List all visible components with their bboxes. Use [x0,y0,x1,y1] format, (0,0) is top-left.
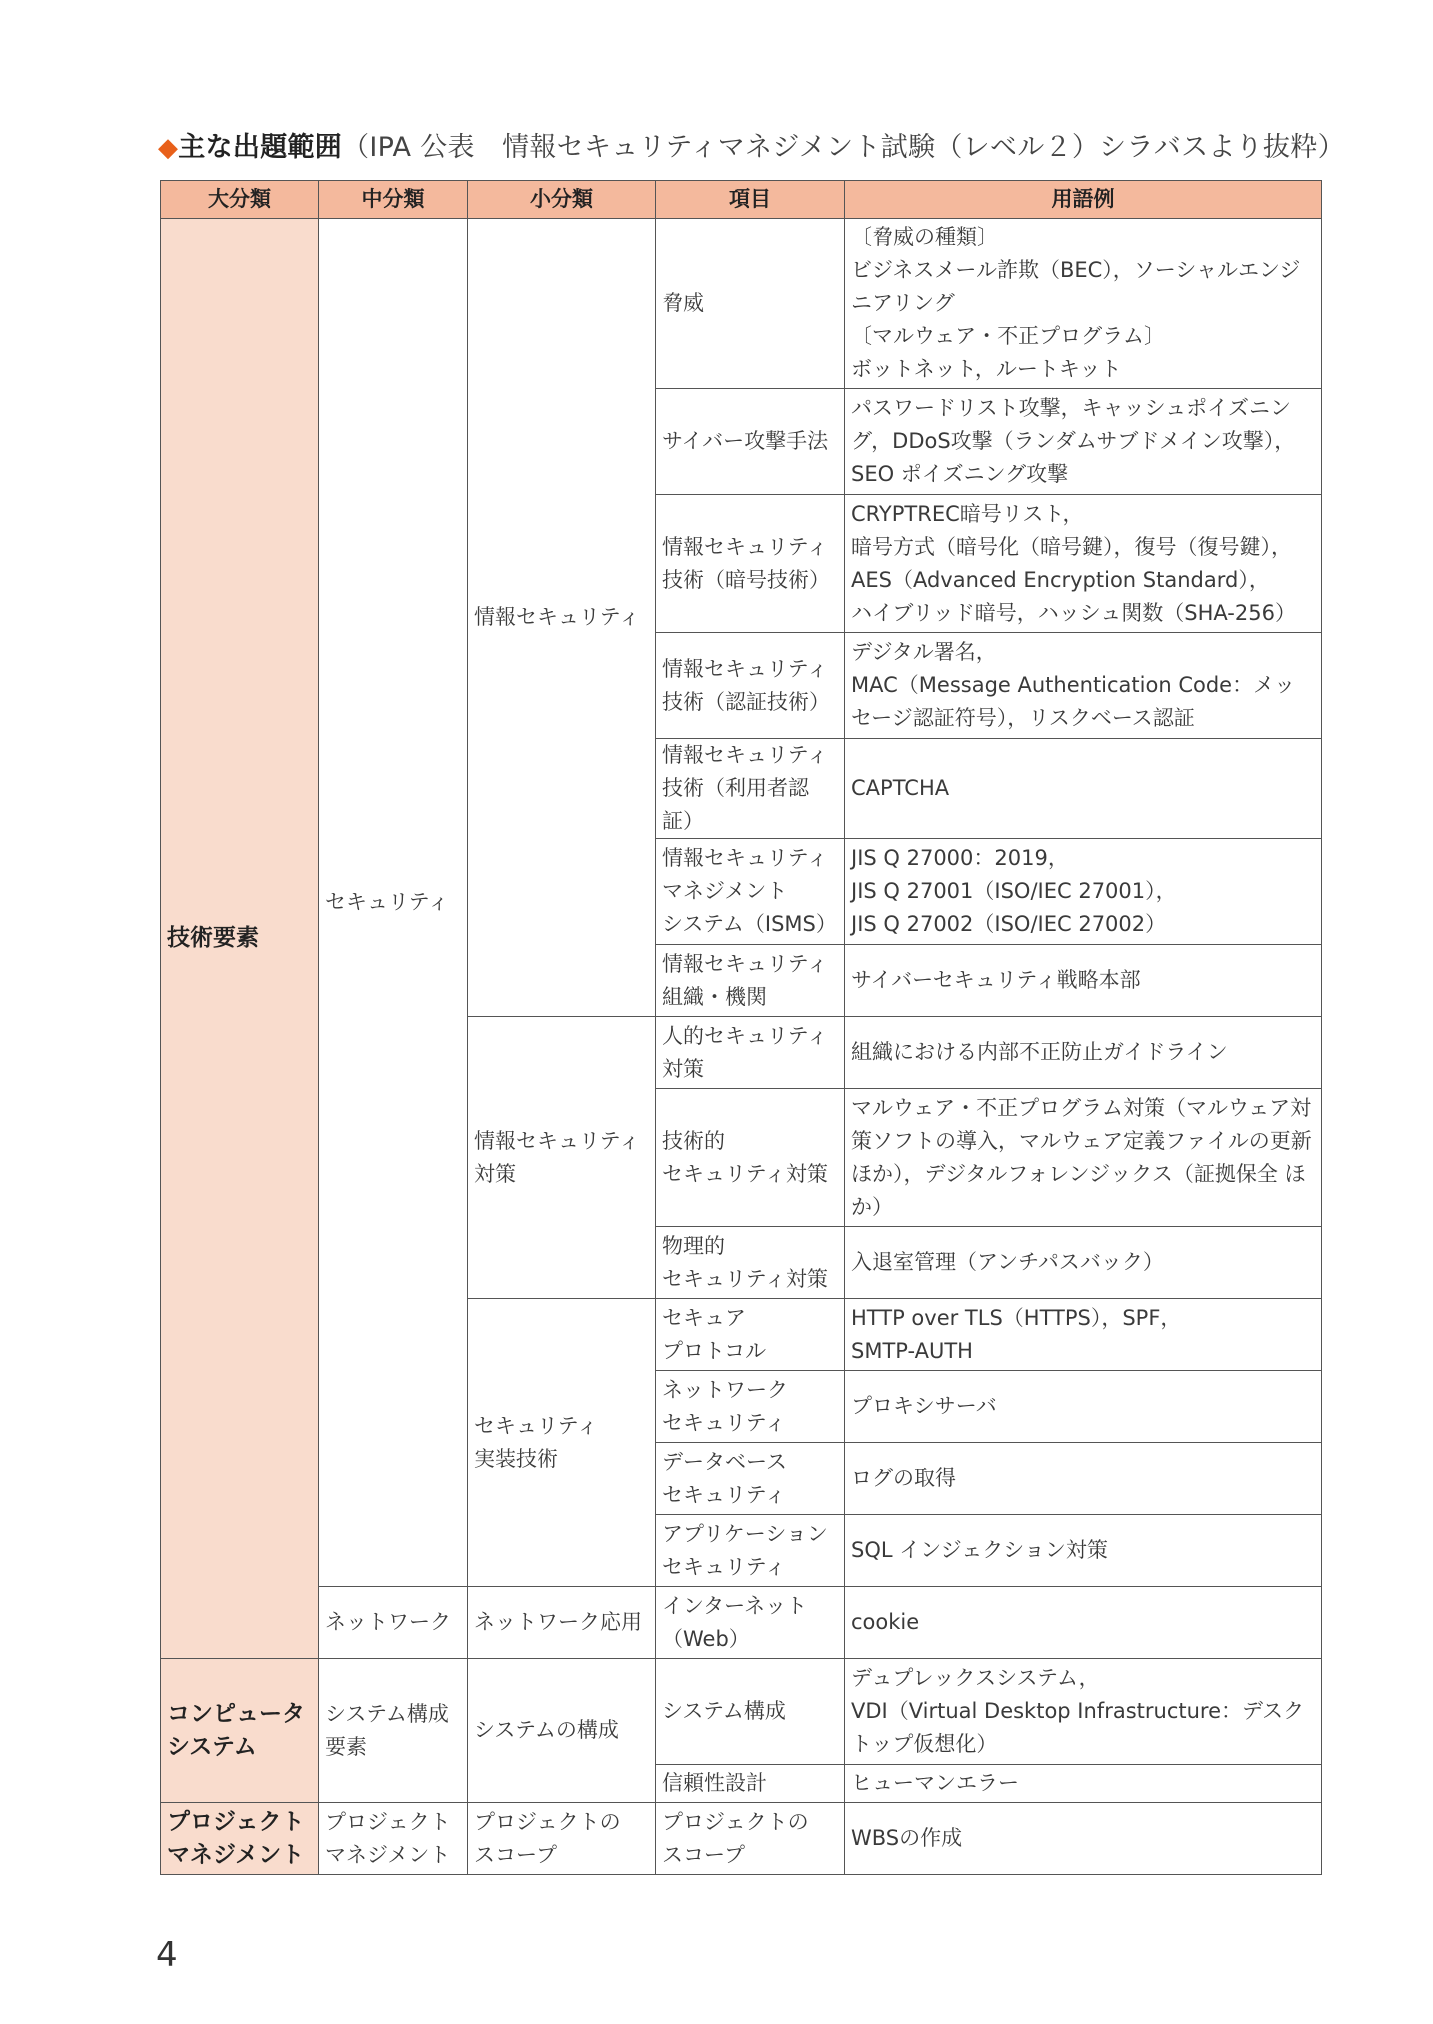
middle-cell: システム構成 要素 [319,1659,468,1803]
item-cell: 技術的 セキュリティ対策 [656,1089,845,1227]
header-minor: 小分類 [468,181,656,219]
item-cell: 信頼性設計 [656,1765,845,1803]
terms-cell: CRYPTREC暗号リスト， 暗号方式（暗号化（暗号鍵），復号（復号鍵）， AES（Advanced Encryption Standard）， ハイブリッド暗号，ハッシュ関数（SHA-256） [845,495,1322,633]
table-row [161,1803,1322,1875]
terms-cell: WBSの作成 [845,1803,1322,1875]
item-cell: 人的セキュリティ 対策 [656,1017,845,1089]
terms-cell: cookie [845,1587,1322,1659]
heading-sub: （IPA 公表 情報セキュリティマネジメント試験（レベル２）シラバスより抜粋） [342,132,1345,163]
header-terms: 用語例 [845,181,1322,219]
middle-cell: ネットワーク [319,1587,468,1659]
header-item: 項目 [656,181,845,219]
item-cell: システム構成 [656,1659,845,1765]
item-cell: 情報セキュリティ 技術（利用者認証） [656,739,845,839]
item-cell: 物理的 セキュリティ対策 [656,1227,845,1299]
item-cell: インターネット （Web） [656,1587,845,1659]
header-major: 大分類 [161,181,319,219]
terms-cell: ログの取得 [845,1443,1322,1515]
item-cell: プロジェクトの スコープ [656,1803,845,1875]
page-number: 4 [156,1935,178,1975]
minor-cell: ネットワーク応用 [468,1587,656,1659]
terms-cell: マルウェア・不正プログラム対策（マルウェア対策ソフトの導入，マルウェア定義ファイルの更新ほか），デジタルフォレンジックス（証拠保全 ほか） [845,1089,1322,1227]
item-cell: アプリケーション セキュリティ [656,1515,845,1587]
terms-cell: ヒューマンエラー [845,1765,1322,1803]
item-cell: 情報セキュリティ 技術（暗号技術） [656,495,845,633]
terms-cell: サイバーセキュリティ戦略本部 [845,945,1322,1017]
page-heading [158,128,1345,168]
middle-cell: セキュリティ [319,219,468,1587]
item-cell: 情報セキュリティ 組織・機関 [656,945,845,1017]
table-row [161,219,1322,389]
terms-cell: HTTP over TLS（HTTPS），SPF， SMTP-AUTH [845,1299,1322,1371]
item-cell: 情報セキュリティ マネジメント システム（ISMS） [656,839,845,945]
minor-cell: セキュリティ 実装技術 [468,1299,656,1587]
table-header-row [161,181,1322,219]
terms-cell: CAPTCHA [845,739,1322,839]
header-middle: 中分類 [319,181,468,219]
minor-cell: プロジェクトの スコープ [468,1803,656,1875]
terms-cell: デジタル署名， MAC（Message Authentication Code：メッセージ認証符号），リスクベース認証 [845,633,1322,739]
terms-cell: JIS Q 27000：2019， JIS Q 27001（ISO/IEC 27001）， JIS Q 27002（ISO/IEC 27002） [845,839,1322,945]
table-row [161,1587,1322,1659]
terms-cell: 入退室管理（アンチパスバック） [845,1227,1322,1299]
terms-cell: デュプレックスシステム， VDI（Virtual Desktop Infrastructure：デスクトップ仮想化） [845,1659,1322,1765]
terms-cell: 組織における内部不正防止ガイドライン [845,1017,1322,1089]
table-row [161,1659,1322,1765]
item-cell: データベース セキュリティ [656,1443,845,1515]
major-cell: コンピュータ システム [161,1659,319,1803]
terms-cell: パスワードリスト攻撃，キャッシュポイズニング，DDoS攻撃（ランダムサブドメイン攻撃），SEO ポイズニング攻撃 [845,389,1322,495]
middle-cell: プロジェクト マネジメント [319,1803,468,1875]
major-cell: 技術要素 [161,219,319,1659]
item-cell: サイバー攻撃手法 [656,389,845,495]
major-cell: プロジェクト マネジメント [161,1803,319,1875]
terms-cell: SQL インジェクション対策 [845,1515,1322,1587]
heading-main: 主な出題範囲 [178,132,343,163]
diamond-bullet-icon: ◆ [158,133,179,163]
minor-cell: システムの構成 [468,1659,656,1803]
terms-cell: 〔脅威の種類〕 ビジネスメール詐欺（BEC），ソーシャルエンジニアリング 〔マルウェア・不正プログラム〕 ボットネット，ルートキット [845,219,1322,389]
syllabus-table [160,180,1322,1875]
item-cell: ネットワーク セキュリティ [656,1371,845,1443]
item-cell: セキュア プロトコル [656,1299,845,1371]
terms-cell: プロキシサーバ [845,1371,1322,1443]
minor-cell: 情報セキュリティ 対策 [468,1017,656,1299]
item-cell: 情報セキュリティ 技術（認証技術） [656,633,845,739]
item-cell: 脅威 [656,219,845,389]
minor-cell: 情報セキュリティ [468,219,656,1017]
